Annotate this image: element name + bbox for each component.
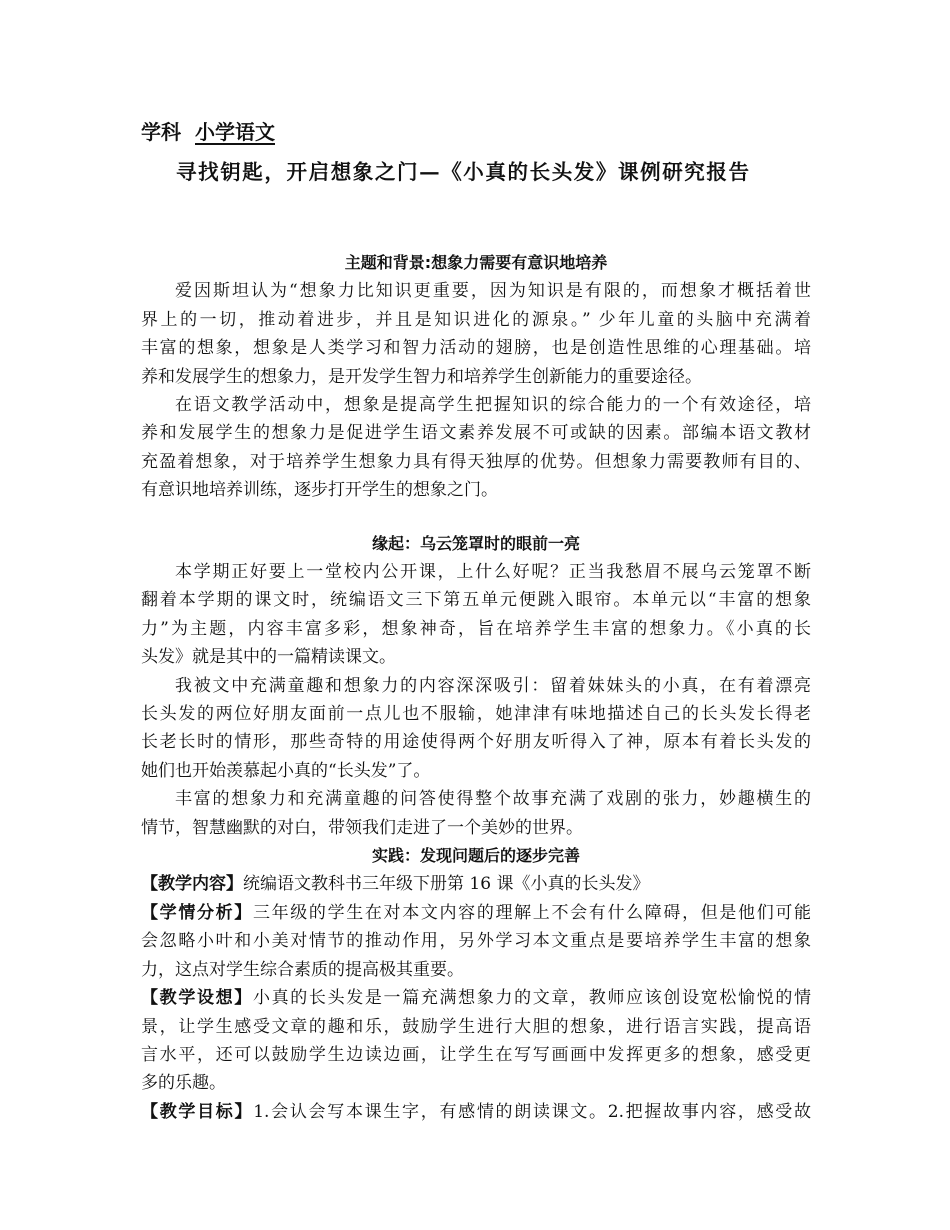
item-tag: 【教学内容】 (141, 874, 243, 895)
item-tag: 【教学目标】 (141, 1101, 254, 1122)
text-line: 本学期正好要上一堂校内公开课，上什么好呢？正当我愁眉不展乌云笼罩不断 (175, 562, 811, 583)
text-line: 有意识地培养训练，逐步打开学生的想象之门。 (141, 480, 498, 501)
paragraph (141, 558, 811, 672)
section-heading-practice: 实践：发现问题后的逐步完善 (371, 846, 580, 866)
text-line: 界上的一切，推动着进步，并且是知识进化的源泉。” 少年儿童的头脑中充满着 (141, 309, 811, 330)
text-line: 翻着本学期的课文时，统编语文三下第五单元便跳入眼帘。本单元以“丰富的想象 (141, 590, 811, 611)
paragraph (141, 672, 811, 786)
paragraph (141, 277, 811, 391)
item-teaching-goals (141, 1098, 811, 1126)
section-heading-origin: 缘起：乌云笼罩时的眼前一亮 (371, 533, 580, 553)
item-teaching-content (141, 870, 811, 898)
text-line: 1.会认会写本课生字，有感情的朗读课文。2.把握故事内容，感受故 (253, 1101, 811, 1122)
text-line: 多的乐趣。 (141, 1073, 226, 1094)
text-line: 充盈着想象，对于培养学生想象力具有得天独厚的优势。但想象力需要教师有目的、 (141, 451, 811, 472)
paragraph (141, 391, 811, 505)
text-line: 长头发的两位好朋友面前一点儿也不服输，她津津有味地描述自己的长头发长得老 (141, 704, 811, 725)
document-body (141, 249, 811, 1126)
subject-value: 小学语文 (195, 120, 275, 144)
text-line: 丰富的想象，想象是人类学习和智力活动的翅膀，也是创造性思维的心理基础。培 (141, 338, 811, 359)
text-line: 长老长时的情形，那些奇特的用途使得两个好朋友听得入了神，原本有着长头发的 (141, 732, 811, 753)
text-line: 言水平，还可以鼓励学生边读边画，让学生在写写画画中发挥更多的想象，感受更 (141, 1044, 811, 1065)
section-heading-theme: 主题和背景:想象力需要有意识地培养 (344, 253, 608, 272)
document-title: 寻找钥匙，开启想象之门—《小真的长头发》课例研究报告 (176, 160, 751, 184)
text-line: 三年级的学生在对本文内容的理解上不会有什么障碍，但是他们可能 (252, 902, 812, 923)
text-line: 头发》就是其中的一篇精读课文。 (141, 647, 396, 668)
subject-line (141, 116, 275, 145)
text-line: 会忽略小叶和小美对情节的推动作用，另外学习本文重点是要培养学生丰富的想象 (141, 931, 811, 952)
text-line: 景，让学生感受文章的趣和乐，鼓励学生进行大胆的想象，进行语言实践，提高语 (141, 1016, 811, 1037)
text-line: 爱因斯坦认为“想象力比知识更重要，因为知识是有限的，而想象才概括着世 (175, 281, 811, 302)
item-teaching-idea (141, 984, 811, 1098)
item-student-analysis (141, 899, 811, 984)
text-line: 力，这点对学生综合素质的提高极其重要。 (141, 959, 464, 980)
text-line: 她们也开始羡慕起小真的“长头发”了。 (141, 760, 431, 781)
text-line: 统编语文教科书三年级下册第 16 课《小真的长头发》 (243, 874, 650, 895)
text-line: 丰富的想象力和充满童趣的问答使得整个故事充满了戏剧的张力，妙趣横生的 (175, 789, 811, 810)
text-line: 力”为主题，内容丰富多彩，想象神奇，旨在培养学生丰富的想象力。《小真的长 (141, 618, 811, 639)
text-line: 养和发展学生的想象力是促进学生语文素养发展不可或缺的因素。部编本语文教材 (141, 423, 811, 444)
item-tag: 【教学设想】 (141, 988, 253, 1009)
text-line: 情节，智慧幽默的对白，带领我们走进了一个美妙的世界。 (141, 817, 583, 838)
text-line: 养和发展学生的想象力，是开发学生智力和培养学生创新能力的重要途径。 (141, 366, 702, 387)
subject-label: 学科 (141, 120, 181, 144)
text-line: 我被文中充满童趣和想象力的内容深深吸引：留着妹妹头的小真，在有着漂亮 (175, 675, 811, 696)
paragraph (141, 785, 811, 842)
text-line: 小真的长头发是一篇充满想象力的文章，教师应该创设宽松愉悦的情 (252, 988, 812, 1009)
item-tag: 【学情分析】 (141, 902, 253, 923)
text-line: 在语文教学活动中，想象是提高学生把握知识的综合能力的一个有效途径，培 (175, 395, 811, 416)
